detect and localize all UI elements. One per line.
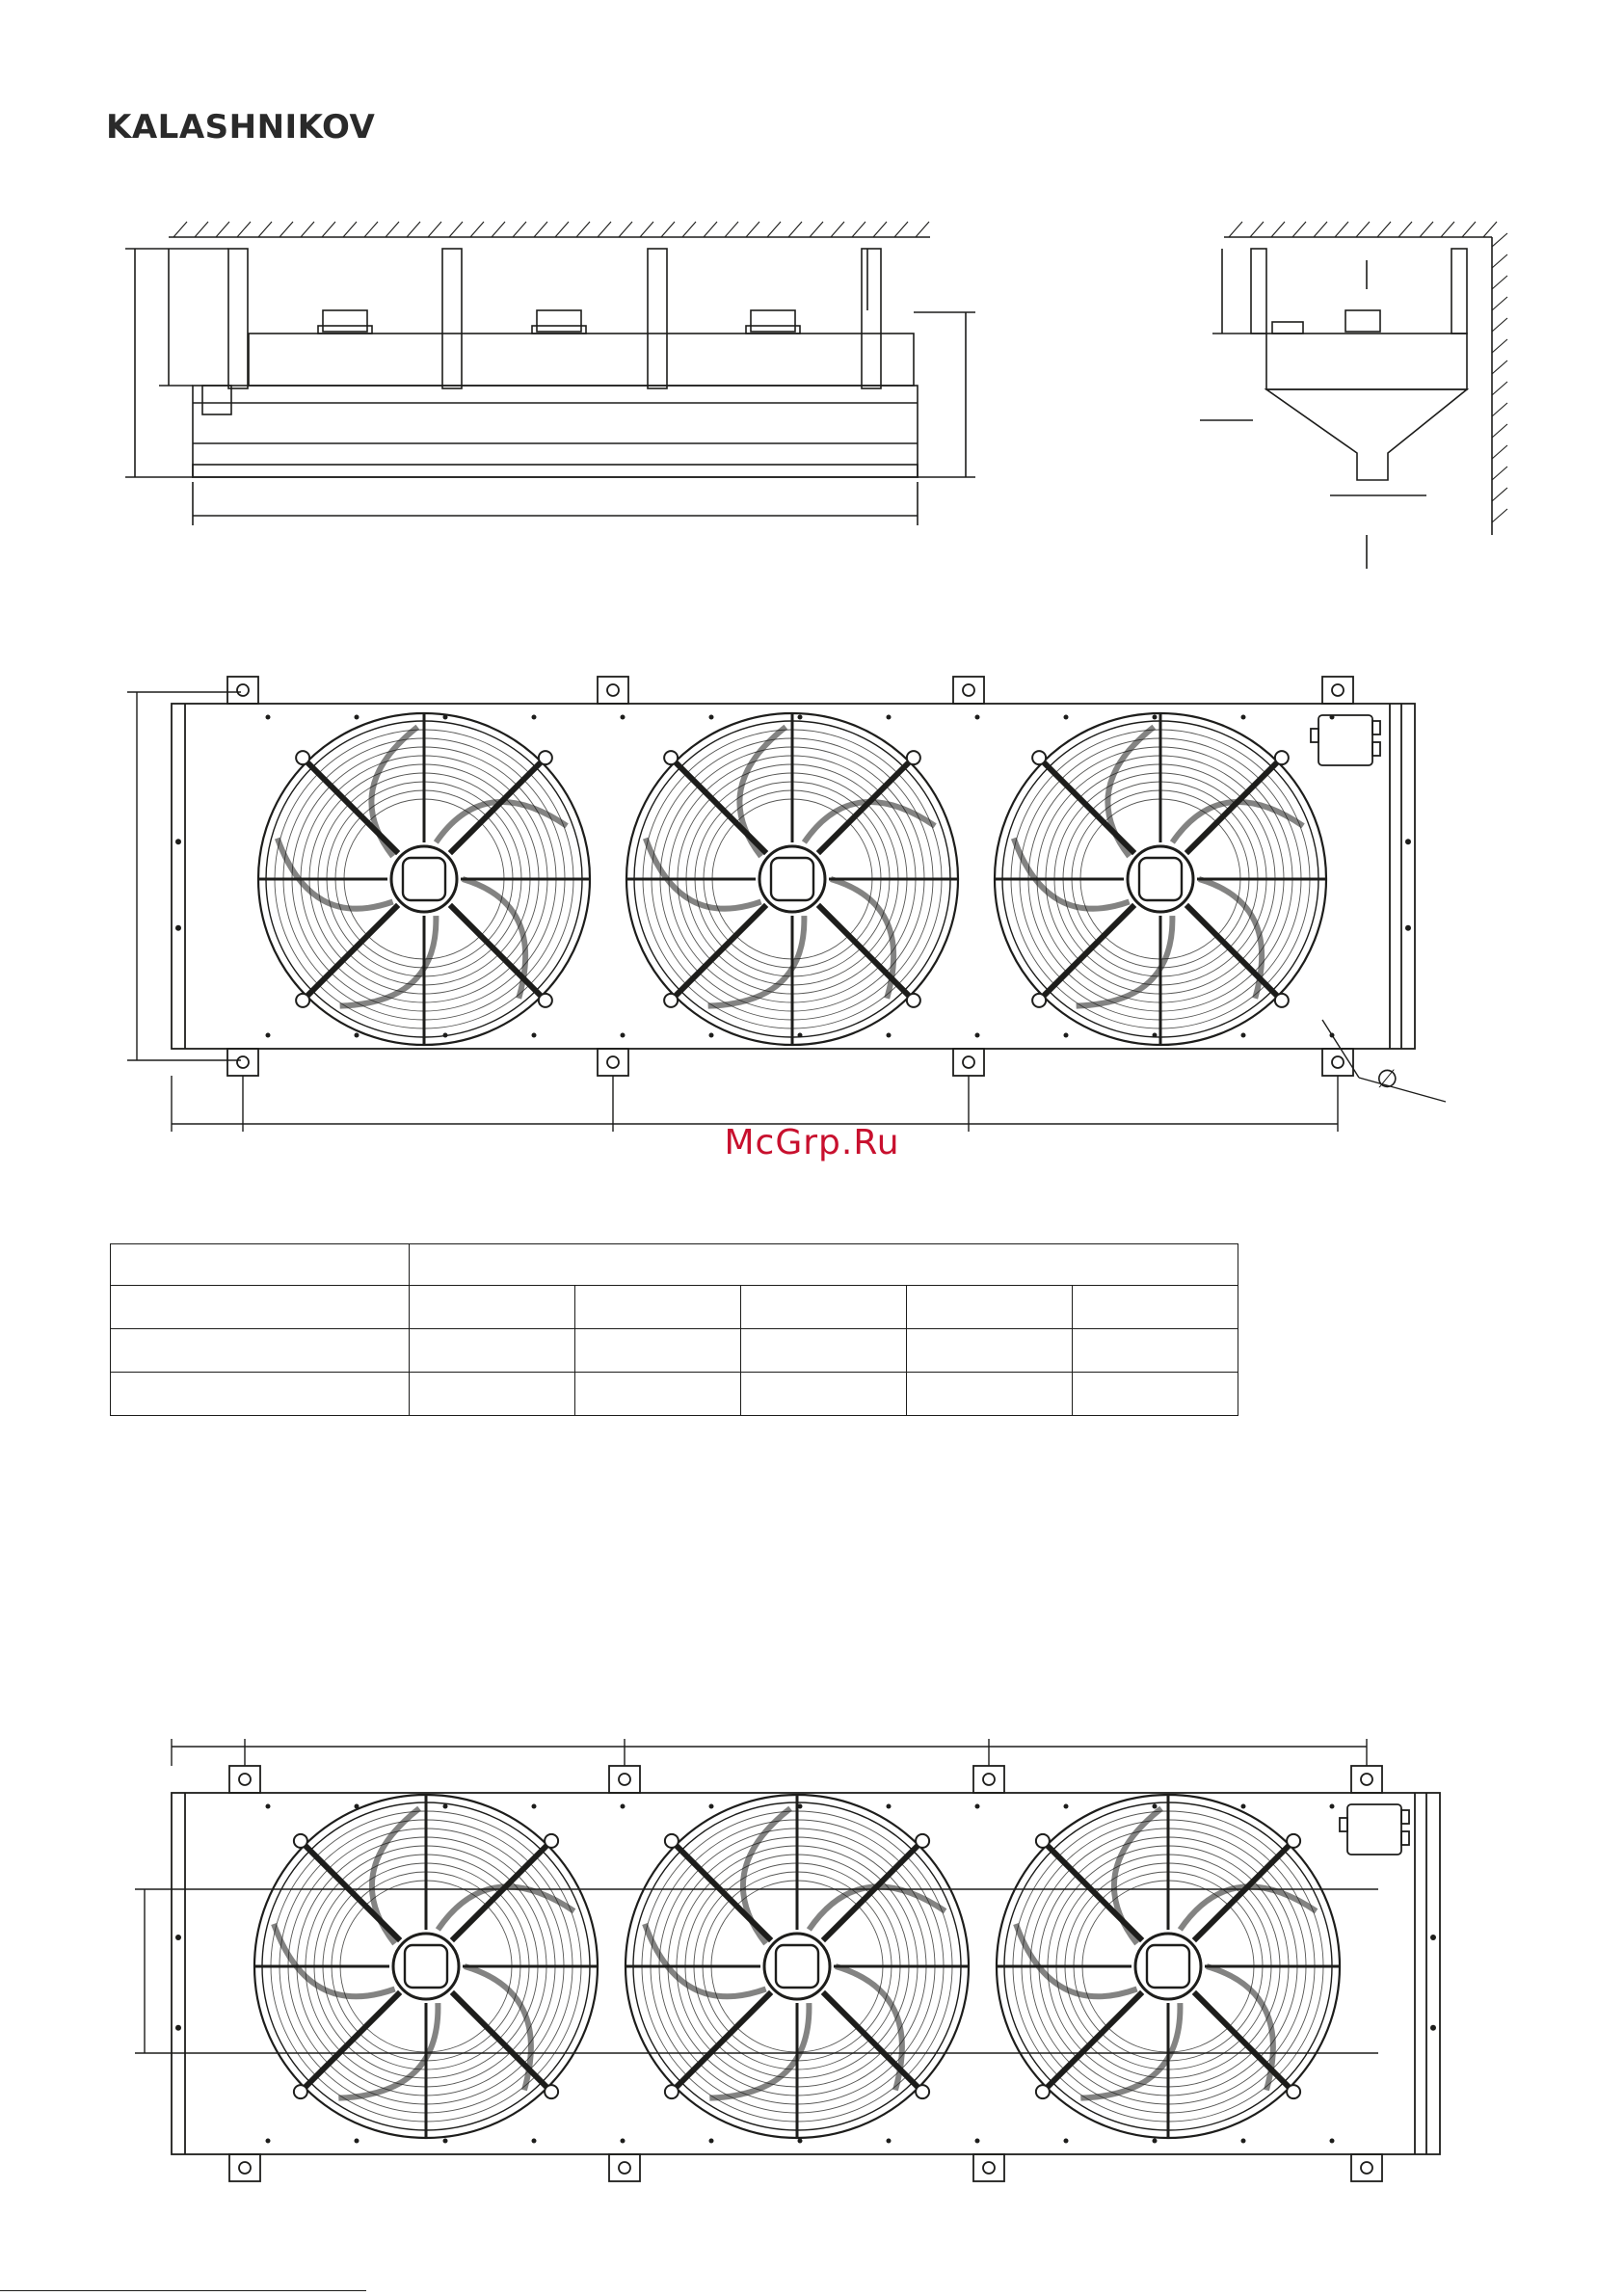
- fan-icon: [258, 713, 590, 1045]
- table-row: [111, 1373, 1238, 1416]
- mounting-lug: [609, 2154, 640, 2181]
- table-header-row: [111, 1244, 1238, 1286]
- table-cell: [410, 1286, 575, 1329]
- fan-icon: [626, 1795, 969, 2138]
- mounting-lug: [1322, 677, 1353, 704]
- front-view-bottom-drawing: [0, 1716, 1624, 2217]
- table-cell: [741, 1329, 907, 1373]
- junction-box: [1340, 1804, 1409, 1855]
- junction-box: [1311, 715, 1380, 765]
- table-cell: [1073, 1286, 1238, 1329]
- mounting-lug: [598, 677, 628, 704]
- footer-rule: [0, 2290, 366, 2291]
- mounting-lug: [609, 1766, 640, 1793]
- table-cell: [741, 1286, 907, 1329]
- side-view-drawing: [0, 0, 1624, 578]
- fan-icon: [995, 713, 1326, 1045]
- table-cell: [111, 1286, 410, 1329]
- table-header-cell: [111, 1244, 410, 1286]
- table-cell: [410, 1329, 575, 1373]
- brand-logo: KALASHNIKOV: [106, 108, 376, 147]
- watermark: McGrp.Ru: [724, 1123, 900, 1162]
- mounting-lug: [229, 1766, 260, 1793]
- fan-icon: [997, 1795, 1340, 2138]
- table-cell: [1073, 1329, 1238, 1373]
- table-cell: [907, 1373, 1073, 1416]
- table-cell: [575, 1286, 741, 1329]
- table-header-cell: [410, 1244, 1238, 1286]
- spec-table: [110, 1243, 1238, 1416]
- mounting-lug: [953, 677, 984, 704]
- table-cell: [741, 1373, 907, 1416]
- mounting-lug: [1351, 1766, 1382, 1793]
- table-cell: [410, 1373, 575, 1416]
- mounting-lug: [229, 2154, 260, 2181]
- mounting-lug: [1351, 2154, 1382, 2181]
- table-row: [111, 1329, 1238, 1373]
- mounting-lug: [973, 1766, 1004, 1793]
- fan-icon: [254, 1795, 598, 2138]
- mounting-lug: [973, 2154, 1004, 2181]
- table-cell: [575, 1329, 741, 1373]
- table-cell: [575, 1373, 741, 1416]
- mounting-lug: [227, 1049, 258, 1076]
- mounting-lug: [598, 1049, 628, 1076]
- table-cell: [1073, 1373, 1238, 1416]
- table-cell: [111, 1373, 410, 1416]
- table-cell: [907, 1286, 1073, 1329]
- table-row: [111, 1286, 1238, 1329]
- mounting-lug: [953, 1049, 984, 1076]
- fan-icon: [626, 713, 958, 1045]
- diameter-symbol: ∅: [1376, 1064, 1398, 1093]
- table-cell: [111, 1329, 410, 1373]
- mounting-lug: [227, 677, 258, 704]
- front-view-top-drawing: [0, 655, 1624, 1176]
- table-cell: [907, 1329, 1073, 1373]
